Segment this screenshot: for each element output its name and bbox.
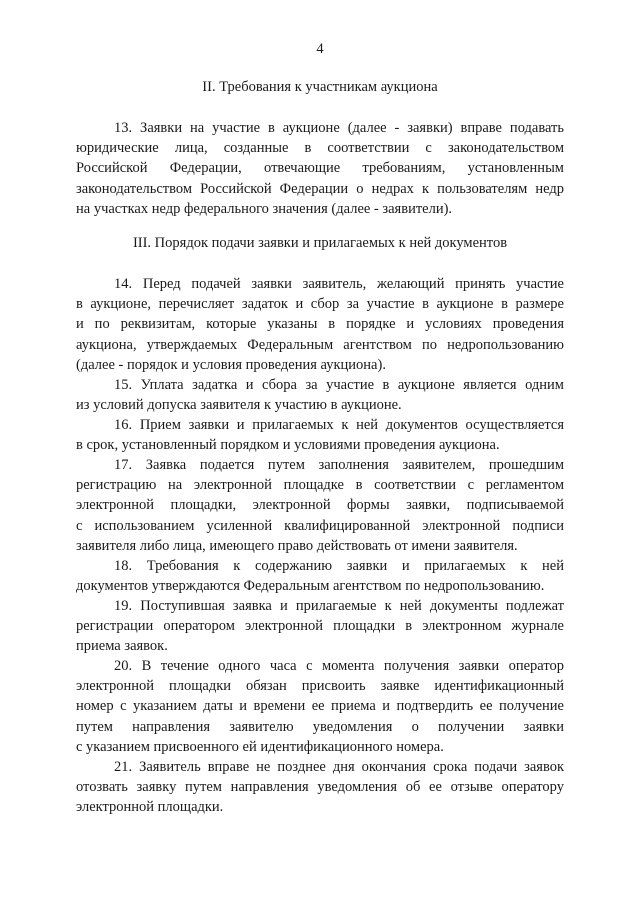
paragraph-21-line: отозвать заявку путем направления уведомления об ее отзыве оператору [76,779,564,796]
paragraph-16-line: 16. Прием заявки и прилагаемых к ней документов осуществляется [114,417,564,433]
section-3-heading: III. Порядок подачи заявки и прилагаемых к ней документов [132,235,508,251]
paragraph-16 [76,415,564,455]
paragraph-20-line: 20. В течение одного часа с момента получения заявки оператор [114,658,564,674]
paragraph-17-line: с использованием усиленной квалифицированной электронной подписи [76,517,564,534]
paragraph-16-line: в срок, установленный порядком и условиями проведения аукциона. [76,437,500,454]
paragraph-14-line: 14. Перед подачей заявки заявитель, желающий принять участие [114,276,564,292]
paragraph-13-line: Российской Федерации, отвечающие требованиям, установленным [76,160,564,177]
page-number: 4 [316,41,324,57]
paragraph-13 [76,118,564,219]
paragraph-20-line: путем направления заявителю уведомления о получении заявки [76,718,564,735]
paragraph-14 [76,274,564,375]
paragraph-17-line: электронной площадки, электронной формы заявки, подписываемой [76,497,564,514]
paragraph-18-line: 18. Требования к содержанию заявки и прилагаемых к ней [114,558,564,574]
paragraph-13-line: юридические лица, созданные в соответствии с законодательством [76,140,564,157]
paragraph-14-line: и по реквизитам, которые указаны в порядке и условиях проведения [76,316,564,333]
paragraph-13-line: законодательством Российской Федерации о недрах к пользователям недр [76,180,564,197]
paragraph-13-line: 13. Заявки на участие в аукционе (далее - заявки) вправе подавать [114,120,564,136]
paragraph-20-line: номер с указанием даты и времени ее приема и подтвердить ее получение [76,698,564,715]
paragraph-15-line: 15. Уплата задатка и сбора за участие в аукционе является одним [114,377,564,393]
paragraph-17-line: заявителя либо лица, имеющего право действовать от имени заявителя. [76,537,518,554]
paragraph-17-line: регистрацию на электронной площадке в соответствии с регламентом [76,477,564,494]
paragraph-21 [76,757,564,818]
paragraph-18 [76,556,564,596]
paragraph-20 [76,656,564,757]
paragraph-17 [76,455,564,556]
paragraph-15-line: из условий допуска заявителя к участию в аукционе. [76,397,402,414]
paragraph-21-line: 21. Заявитель вправе не позднее дня окончания срока подачи заявок [114,759,564,775]
paragraph-18-line: документов утверждаются Федеральным агентством по недропользованию. [76,578,545,595]
paragraph-19 [76,596,564,657]
paragraph-20-line: электронной площадки обязан присвоить заявке идентификационный [76,678,564,695]
paragraph-21-line: электронной площадки. [76,799,224,816]
paragraph-19-line: 19. Поступившая заявка и прилагаемые к ней документы подлежат [114,598,564,614]
paragraph-20-line: с указанием присвоенного ей идентификационного номера. [76,738,444,755]
paragraph-14-line: (далее - порядок и условия проведения аукциона). [76,356,386,373]
paragraph-15 [76,375,564,415]
paragraph-19-line: регистрации оператором электронной площадки в электронном журнале [76,618,564,635]
paragraph-19-line: приема заявок. [76,638,168,655]
paragraph-13-line: на участках недр федерального значения (далее - заявители). [76,200,453,217]
paragraph-14-line: аукциона, утверждаемых Федеральным агентством по недропользованию [76,336,564,353]
paragraph-17-line: 17. Заявка подается путем заполнения заявителем, прошедшим [114,457,564,473]
section-2-heading: II. Требования к участникам аукциона [202,79,438,95]
paragraph-14-line: в аукционе, перечисляет задаток и сбор за участие в аукционе в размере [76,296,564,313]
